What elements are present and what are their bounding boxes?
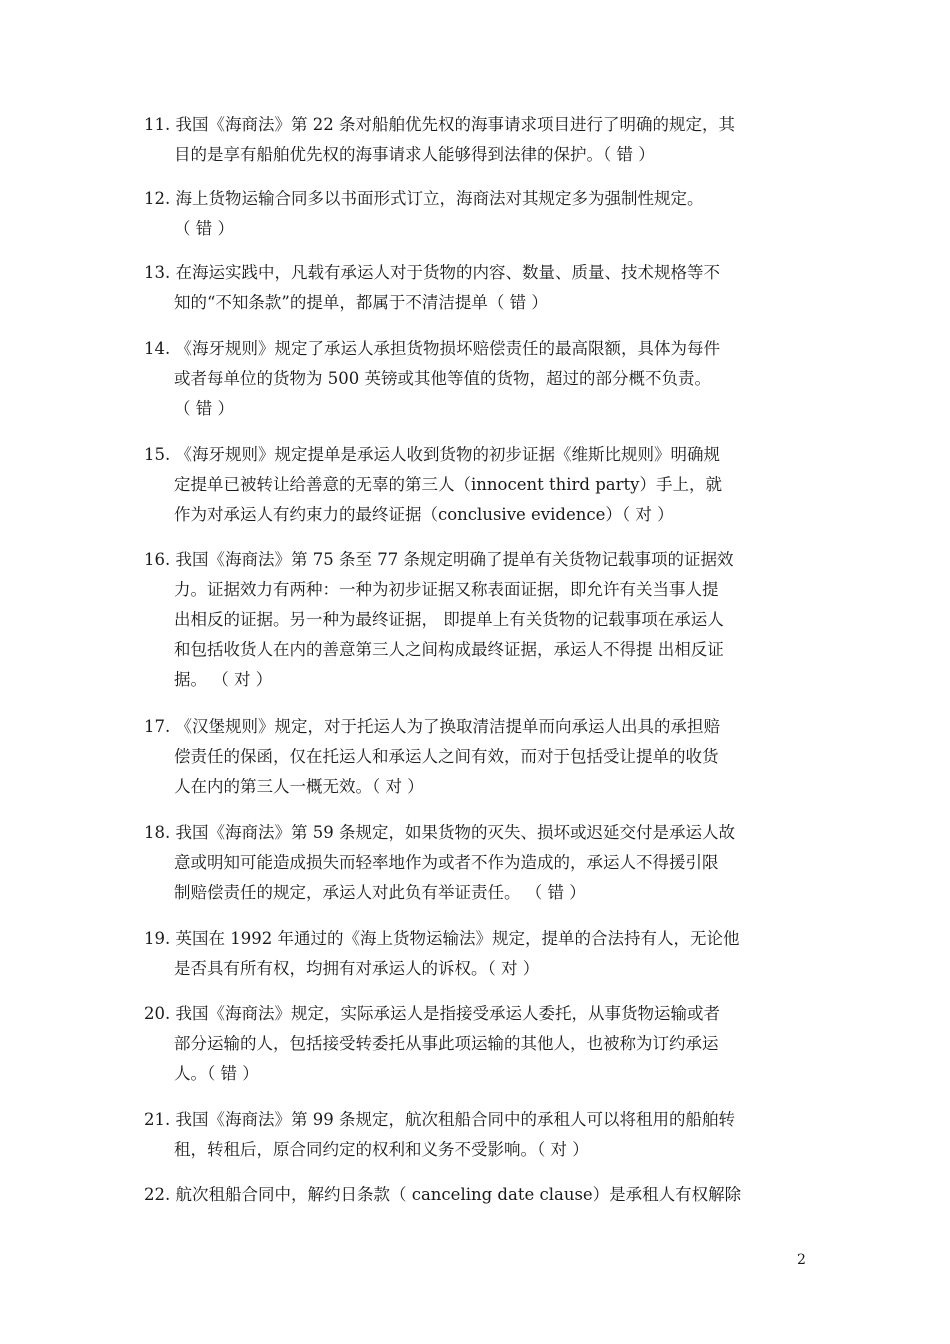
question-line: 出相反的证据。另一种为最终证据， 即提单上有关货物的记载事项在承运人 [174, 610, 724, 629]
question-line: （ 错 ） [174, 399, 234, 418]
question-21 [144, 1105, 735, 1165]
question-line: 12. 海上货物运输合同多以书面形式订立，海商法对其规定多为强制性规定。 [144, 189, 704, 208]
question-line: 或者每单位的货物为 500 英镑或其他等值的货物，超过的部分概不负责。 [174, 369, 711, 388]
question-12 [144, 184, 704, 244]
question-line: （ 错 ） [174, 219, 234, 238]
question-15 [144, 440, 722, 530]
question-line: 21. 我国《海商法》第 99 条规定，航次租船合同中的承租人可以将租用的船舶转 [144, 1110, 735, 1129]
question-line: 据。 （ 对 ） [174, 670, 273, 689]
question-line: 力。证据效力有两种：一种为初步证据又称表面证据，即允许有关当事人提 [174, 580, 719, 599]
question-19 [144, 924, 739, 984]
question-line: 人。（ 错 ） [174, 1064, 259, 1083]
question-line: 22. 航次租船合同中，解约日条款（ canceling date clause）是承租人有权解除 [144, 1185, 742, 1204]
question-line: 18. 我国《海商法》第 59 条规定，如果货物的灭失、损坏或迟延交付是承运人故 [144, 823, 735, 842]
question-line: 16. 我国《海商法》第 75 条至 77 条规定明确了提单有关货物记载事项的证据效 [144, 550, 734, 569]
question-16 [144, 545, 733, 695]
question-line: 制赔偿责任的规定，承运人对此负有举证责任。 （ 错 ） [174, 883, 586, 902]
question-line: 定提单已被转让给善意的无辜的第三人（innocent third party）手上，就 [174, 475, 722, 494]
question-line: 意或明知可能造成损失而轻率地作为或者不作为造成的，承运人不得援引限 [174, 853, 719, 872]
question-line: 作为对承运人有约束力的最终证据（conclusive evidence）（ 对 ） [174, 505, 674, 524]
question-line: 19. 英国在 1992 年通过的《海上货物运输法》规定，提单的合法持有人，无论他 [144, 929, 740, 948]
question-line: 知的“不知条款”的提单，都属于不清洁提单（ 错 ） [174, 293, 548, 312]
question-line: 目的是享有船舶优先权的海事请求人能够得到法律的保护。（ 错 ） [174, 145, 655, 164]
question-line: 和包括收货人在内的善意第三人之间构成最终证据，承运人不得提 出相反证 [174, 640, 724, 659]
question-line: 13. 在海运实践中，凡载有承运人对于货物的内容、数量、质量、技术规格等不 [144, 263, 720, 282]
question-line: 人在内的第三人一概无效。（ 对 ） [174, 777, 424, 796]
question-14 [144, 334, 720, 424]
question-line: 是否具有所有权，均拥有对承运人的诉权。（ 对 ） [174, 959, 540, 978]
question-line: 租，转租后，原合同约定的权利和义务不受影响。（ 对 ） [174, 1140, 589, 1159]
question-17 [144, 712, 720, 802]
question-line: 偿责任的保函，仅在托运人和承运人之间有效，而对于包括受让提单的收货 [174, 747, 719, 766]
question-22 [144, 1180, 741, 1210]
question-line: 14. 《海牙规则》规定了承运人承担货物损坏赔偿责任的最高限额，具体为每件 [144, 339, 720, 358]
question-line: 部分运输的人，包括接受转委托从事此项运输的其他人，也被称为订约承运 [174, 1034, 719, 1053]
question-line: 15. 《海牙规则》规定提单是承运人收到货物的初步证据《维斯比规则》明确规 [144, 445, 720, 464]
question-line: 20. 我国《海商法》规定，实际承运人是指接受承运人委托，从事货物运输或者 [144, 1004, 720, 1023]
question-13 [144, 258, 720, 318]
question-11 [144, 110, 735, 170]
page-number: 2 [797, 1252, 806, 1268]
question-line: 17. 《汉堡规则》规定，对于托运人为了换取清洁提单而向承运人出具的承担赔 [144, 717, 720, 736]
question-20 [144, 999, 720, 1089]
question-line: 11. 我国《海商法》第 22 条对船舶优先权的海事请求项目进行了明确的规定，其 [144, 115, 735, 134]
question-18 [144, 818, 735, 908]
